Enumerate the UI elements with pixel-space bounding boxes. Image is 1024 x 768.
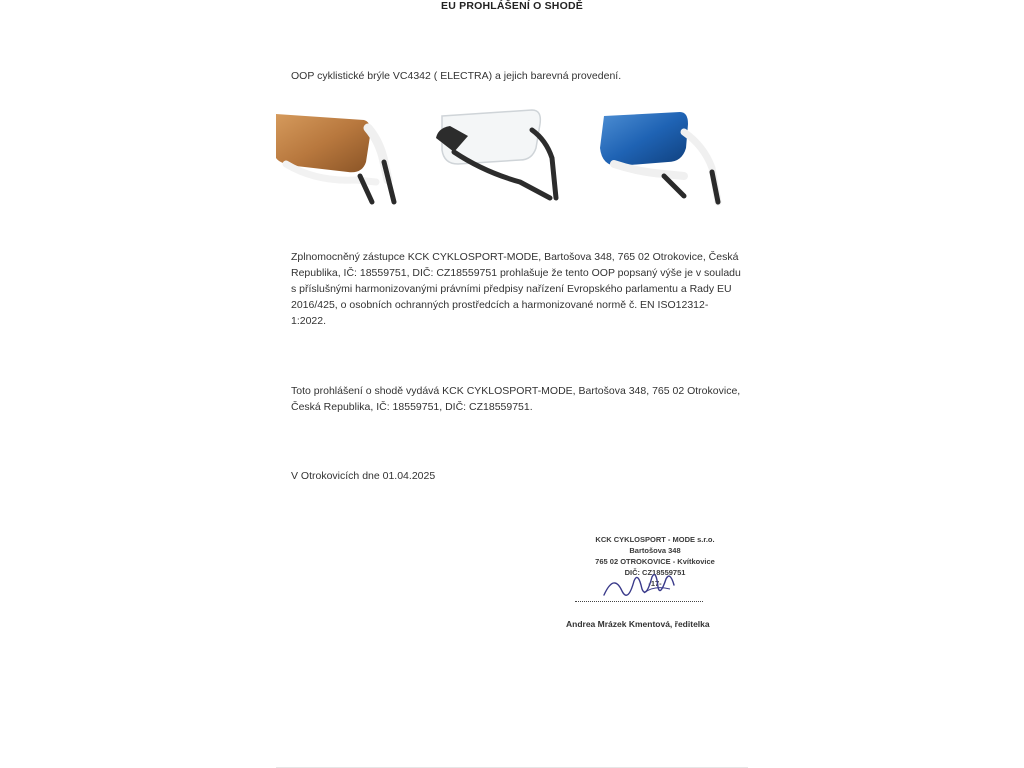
issued-line: Toto prohlášení o shodě vydává KCK CYKLOSPORT-MODE, Bartošova 348, 765 02 Otrokovice,: [291, 385, 741, 397]
signer-name: Andrea Mrázek Kmentová, ředitelka: [566, 619, 710, 629]
declaration-line: s příslušnými harmonizovanými právními předpisy nařízení Evropského parlamentu a Rady EU: [291, 283, 732, 295]
glasses-blue-image: [594, 102, 724, 212]
declaration-line: 1:2022.: [291, 315, 327, 327]
signature-line: [575, 595, 703, 602]
document-title: EU PROHLÁŠENÍ O SHODĚ: [441, 0, 583, 12]
declaration-paragraph: [291, 249, 761, 329]
glasses-gold-image: [276, 102, 406, 212]
stamp-company: KCK CYKLOSPORT - MODE s.r.o.: [595, 535, 715, 544]
stamp-partial: -17-: [648, 579, 662, 588]
product-images: [276, 102, 756, 212]
declaration-line: Republika, IČ: 18559751, DIČ: CZ18559751 prohlašuje že tento OOP popsaný výše je v souladu: [291, 267, 741, 279]
stamp-city: 765 02 OTROKOVICE - Kvítkovice: [595, 557, 715, 566]
declaration-line: 2016/425, o osobních ochranných prostředcích a harmonizované normě č. EN ISO12312-: [291, 299, 709, 311]
place-date: V Otrokovicích dne 01.04.2025: [291, 470, 436, 482]
declaration-line: Zplnomocněný zástupce KCK CYKLOSPORT-MODE, Bartošova 348, 765 02 Otrokovice, Česká: [291, 251, 739, 263]
stamp-street: Bartošova 348: [629, 546, 681, 555]
product-intro: OOP cyklistické brýle VC4342 ( ELECTRA) a jejich barevná provedení.: [291, 70, 622, 82]
glasses-clear-image: [428, 102, 568, 212]
issued-paragraph: [291, 383, 761, 415]
issued-line: Česká Republika, IČ: 18559751, DIČ: CZ18559751.: [291, 401, 533, 413]
stamp-vat: DIČ: CZ18559751: [624, 568, 686, 577]
